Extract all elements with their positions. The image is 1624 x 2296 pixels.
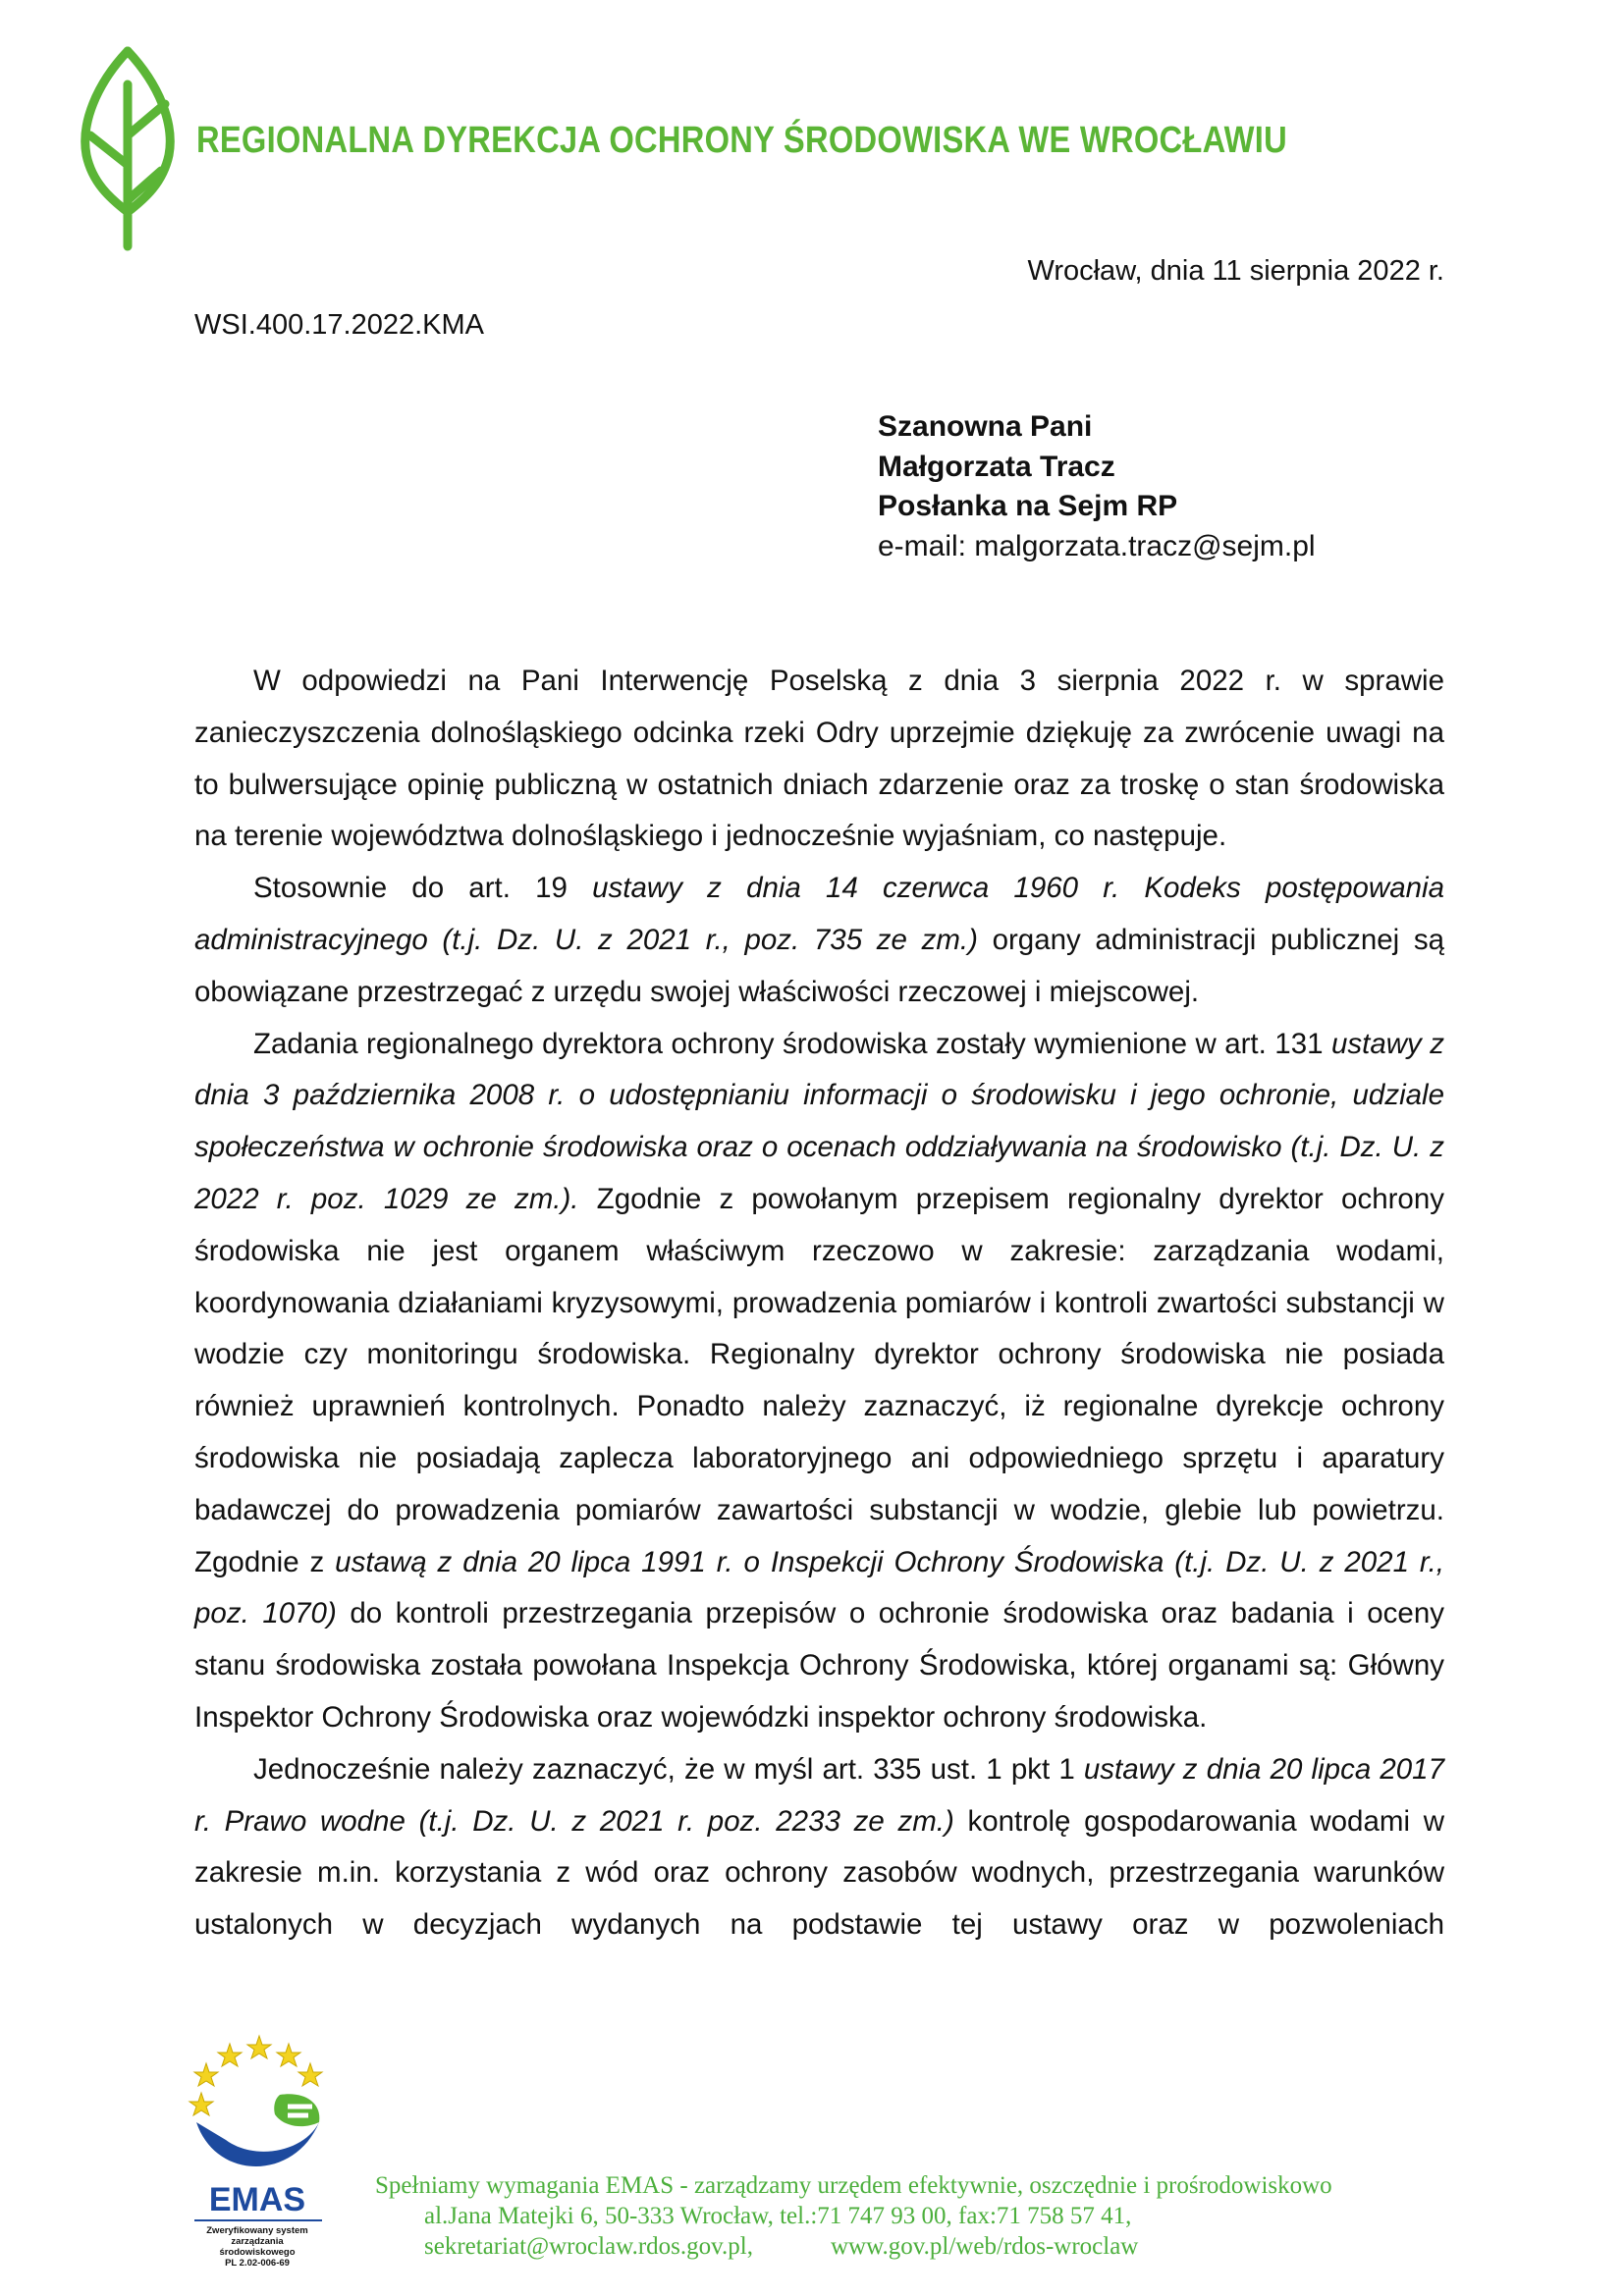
letter-body xyxy=(194,656,1444,1951)
footer-address: al.Jana Matejki 6, 50-333 Wrocław, tel.:71 747 93 00, fax:71 758 57 41, xyxy=(424,2203,1132,2229)
leaf-logo-icon xyxy=(77,45,185,251)
paragraph-1: W odpowiedzi na Pani Interwencję Poselską z dnia 3 sierpnia 2022 r. w sprawie zanieczyszczenia dolnośląskiego odcinka rzeki Odry uprzejmie dziękuję za zwrócenie uwagi na to bulwersujące opinię publiczną w ostatnich dniach zdarzenie oraz za troskę o stan środowiska na terenie województwa dolnośląskiego i jednocześnie wyjaśniam, co następuje. xyxy=(194,665,1444,853)
addressee-name: Małgorzata Tracz xyxy=(878,451,1115,483)
addressee-salutation: Szanowna Pani xyxy=(878,410,1093,443)
paragraph-3: Zadania regionalnego dyrektora ochrony środowiska zostały wymienione w art. 131 ustawy z dnia 3 października 2008 r. o udostępnianiu informacji o środowisku i jego ochronie, udziale społeczeństwa w ochronie środowiska oraz o ocenach oddziaływania na środowisko (t.j. Dz. U. z 2022 r. poz. 1029 ze zm.). Zgodnie z powołanym przepisem regionalny dyrektor ochrony środowiska nie jest organem właściwym rzeczowo w zakresie: zarządzania wodami, koordynowania działaniami kryzysowymi, prowadzenia pomiarów i kontroli zwartości substancji w wodzie czy monitoringu środowiska. Regionalny dyrektor ochrony środowiska nie posiada również uprawnień kontrolnych. Ponadto należy zaznaczyć, iż regionalne dyrekcje ochrony środowiska nie posiadają zaplecza laboratoryjnego ani odpowiedniego sprzętu i aparatury badawczej do prowadzenia pomiarów zawartości substancji w wodzie, glebie lub powietrzu. Zgodnie z ustawą z dnia 20 lipca 1991 r. o Inspekcji Ochrony Środowiska (t.j. Dz. U. z 2021 r., poz. 1070) do kontroli przestrzegania przepisów o ochronie środowiska oraz badania i oceny stanu środowiska została powołana Inspekcja Ochrony Środowiska, której organami są: Główny Inspektor Ochrony Środowiska oraz wojewódzki inspektor ochrony środowiska. xyxy=(194,1027,1445,1734)
reference-number: WSI.400.17.2022.KMA xyxy=(194,309,484,341)
emas-subtitle-2: zarządzania xyxy=(231,2236,284,2247)
paragraph-2: Stosownie do art. 19 ustawy z dnia 14 czerwca 1960 r. Kodeks postępowania administracyjnego (t.j. Dz. U. z 2021 r., poz. 735 ze zm.) organy administracji publicznej są obowiązane przestrzegać z urzędu swojej właściwości rzeczowej i miejscowej. xyxy=(194,872,1444,1008)
emas-registration: PL 2.02-006-69 xyxy=(225,2258,290,2269)
footer-website: www.gov.pl/web/rdos-wroclaw xyxy=(831,2233,1139,2260)
place-date: Wrocław, dnia 11 sierpnia 2022 r. xyxy=(1027,255,1444,287)
emas-subtitle-3: środowiskowego xyxy=(219,2247,296,2258)
emas-label: EMAS xyxy=(208,2181,306,2218)
organization-name: REGIONALNA DYREKCJA OCHRONY ŚRODOWISKA WE WROCŁAWIU xyxy=(196,120,1287,161)
emas-subtitle-1: Zweryfikowany system xyxy=(206,2225,308,2236)
emas-logo-icon xyxy=(187,2024,334,2269)
paragraph-4: Jednocześnie należy zaznaczyć, że w myśl art. 335 ust. 1 pkt 1 ustawy z dnia 20 lipca 2017 r. Prawo wodne (t.j. Dz. U. z 2021 r. poz. 2233 ze zm.) kontrolę gospodarowania wodami w zakresie m.in. korzystania z wód oraz ochrony zasobów wodnych, przestrzegania warunków ustalonych w decyzjach wydanych na podstawie tej ustawy oraz w pozwoleniach xyxy=(194,1752,1445,1942)
addressee-email: e-mail: malgorzata.tracz@sejm.pl xyxy=(878,530,1316,562)
footer-email: sekretariat@wroclaw.rdos.gov.pl, xyxy=(424,2233,753,2260)
addressee-title: Posłanka na Sejm RP xyxy=(878,490,1178,522)
footer-emas-statement: Spełniamy wymagania EMAS - zarządzamy urzędem efektywnie, oszczędnie i prośrodowiskowo xyxy=(375,2172,1332,2199)
